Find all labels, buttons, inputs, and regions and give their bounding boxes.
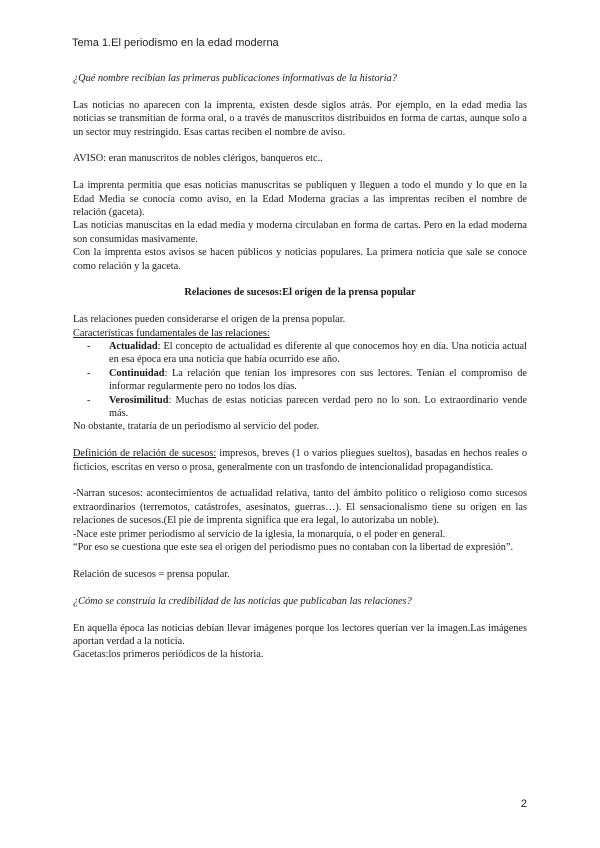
question-heading-2: ¿Cómo se construía la credibilidad de las noticias que publicaban las relaciones? bbox=[73, 595, 412, 607]
list-dash: - bbox=[87, 394, 91, 406]
paragraph-poder: No obstante, trataría de un periodismo al servicio del poder. bbox=[73, 421, 320, 433]
feature-text: : La relación que tenían los impresores con sus lectores. Tenían el compromiso de informar regularmente pero no todos los días. bbox=[109, 367, 527, 393]
paragraph-cita: “Por eso se cuestiona que este sea el origen del periodismo pues no contaban con la libertad de expresión”. bbox=[73, 542, 514, 554]
features-title: Características fundamentales de las relaciones: bbox=[73, 327, 270, 339]
list-item bbox=[73, 394, 527, 421]
page-header: Tema 1.El periodismo en la edad moderna bbox=[72, 37, 279, 49]
paragraph-aviso-definition: AVISO: eran manuscritos de nobles clérigos, banqueros etc.. bbox=[73, 153, 323, 165]
paragraph-prensa-popular: Relación de sucesos = prensa popular. bbox=[73, 568, 230, 580]
paragraph-origen: Las relaciones pueden considerarse el origen de la prensa popular. bbox=[73, 314, 346, 326]
list-item bbox=[73, 367, 527, 394]
paragraph-imagenes: En aquella época las noticias debían llevar imágenes porque los lectores querían ver la imagen.Las imágenes aportan verdad a la noticia. bbox=[73, 622, 527, 647]
list-dash: - bbox=[87, 367, 91, 379]
question-heading-1: ¿Qué nombre recibían las primeras publicaciones informativas de la historia? bbox=[73, 73, 397, 84]
paragraph-nace: -Nace este primer periodismo al servicio de la iglesia, la monarquía, o el poder en general. bbox=[73, 528, 446, 540]
section-title: Relaciones de sucesos:El origen de la prensa popular bbox=[184, 287, 416, 299]
definition-text: impresos, breves (1 o varios pliegues sueltos), basadas en hechos reales o ficticios, escritas en verso o prosa, generalmente con un trasfondo de intencionalidad propagandística. bbox=[73, 448, 527, 473]
paragraph-imprenta: La imprenta permitía que esas noticias manuscritas se publiquen y lleguen a todo el mundo y lo que en la Edad Media se conocía como aviso, en la Edad Moderna gracias a las imprentas reciben el nombre de relación (gaceta). bbox=[73, 180, 527, 219]
paragraph-avisos-intro: Las noticias no aparecen con la imprenta, existen desde siglos atrás. Por ejemplo, en la edad media las noticias se transmitían de forma oral, o a través de manuscritos distribuidos en forma de cartas, aunque solo a un sector muy restringido. Esas cartas reciben el nombre de aviso. bbox=[73, 99, 527, 138]
feature-term: Continuidad bbox=[109, 367, 165, 379]
feature-term: Actualidad bbox=[109, 341, 158, 353]
list-dash: - bbox=[87, 341, 91, 353]
page-number: 2 bbox=[520, 798, 527, 810]
paragraph-narran: -Narran sucesos: acontecimientos de actualidad relativa, tanto del ámbito político o religioso como sucesos extraordinarios (terremotos, catástrofes, asesinatos, guerras…). El sensacionalismo tiene su origen en las relaciones de sucesos.(El pie de imprenta significa que era legal, lo autorizaba un noble). bbox=[73, 488, 527, 527]
paragraph-definicion bbox=[73, 447, 527, 474]
feature-text: : Muchas de estas noticias parecen verdad pero no lo son. Lo extraordinario vende más. bbox=[109, 394, 527, 420]
paragraph-relacion: Con la imprenta estos avisos se hacen públicos y noticias populares. La primera noticia que sale se conoce como relación y la gaceta. bbox=[73, 247, 527, 272]
list-item bbox=[73, 340, 527, 367]
paragraph-manuscritas: Las noticias manuscitas en la edad media y moderna circulaban en forma de cartas. Pero en la edad moderna son consumidas masivamente. bbox=[73, 220, 527, 245]
paragraph-gacetas: Gacetas:los primeros periódicos de la historia. bbox=[73, 649, 264, 661]
feature-term: Verosimilitud bbox=[109, 394, 169, 406]
document-body bbox=[73, 72, 527, 662]
definition-label: Definición de relación de sucesos: bbox=[73, 448, 217, 460]
features-list bbox=[73, 340, 527, 420]
feature-text: : El concepto de actualidad es diferente al que conocemos hoy en día. Una noticia actual en esa época era una noticia que había ocurrido ese año. bbox=[109, 341, 527, 366]
